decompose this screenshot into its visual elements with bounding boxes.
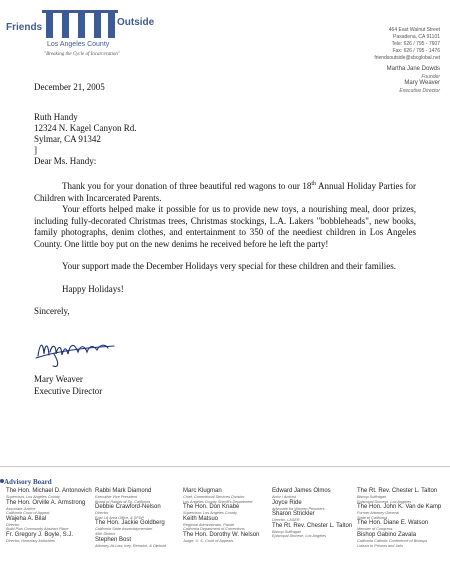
advisory-column-3 bbox=[183, 488, 259, 544]
salutation: Dear Ms. Handy: bbox=[34, 156, 97, 166]
board-member-title: California Court of Appeal bbox=[6, 511, 50, 516]
board-member-title: State of California bbox=[357, 515, 388, 520]
recipient-street: 12324 N. Kagel Canyon Rd. bbox=[34, 123, 137, 133]
staff-director-title: Executive Director bbox=[399, 88, 440, 94]
contact-fax: Fax: 626 / 795 - 1476 bbox=[392, 48, 440, 54]
board-member-title: Supervisor, Los Angeles County bbox=[183, 511, 237, 516]
recipient-city: Sylmar, CA 91342 bbox=[34, 134, 101, 144]
logo-text-friends: Friends bbox=[6, 22, 43, 33]
board-member-title: Advocate for Women Prisoners bbox=[272, 506, 325, 511]
logo-tagline: "Breaking the Cycle of Incarceration" bbox=[44, 52, 121, 57]
advisory-column-4 bbox=[272, 488, 352, 539]
advisory-board-title: Advisory Board bbox=[4, 478, 52, 486]
board-member-title: California State Assemblymember bbox=[95, 527, 153, 532]
board-member-title: Chief, Correctional Services Division bbox=[183, 495, 245, 499]
board-member-title: Director, LASER bbox=[272, 518, 300, 523]
letter-date: December 21, 2005 bbox=[34, 82, 105, 92]
closing: Sincerely, bbox=[34, 306, 70, 316]
logo-figures-graphic bbox=[40, 6, 120, 40]
board-member-title: Former Attorney General bbox=[357, 511, 399, 516]
signer-title: Executive Director bbox=[34, 386, 103, 396]
advisory-divider bbox=[0, 466, 450, 467]
board-member-name: Keith Matsuo bbox=[183, 515, 219, 522]
board-member-name: Sharon Strickler bbox=[272, 511, 315, 518]
board-member-title: Board of Rabbis of So. California bbox=[95, 499, 151, 504]
board-member-name: The Hon. Jackie Goldberg bbox=[95, 520, 165, 527]
contact-address: 464 East Walnut Street bbox=[388, 27, 440, 33]
recipient-name: Ruth Handy bbox=[34, 112, 78, 122]
board-member-title: Member of Congress bbox=[357, 527, 393, 532]
board-member-title: California Catholic Conference of Bishops bbox=[357, 538, 428, 543]
board-member-title: Supervisor, Los Angeles County bbox=[6, 495, 60, 499]
board-member-name: Wajeha A. Bilal bbox=[6, 515, 47, 522]
board-member-title: Build Plus Community Abstract Place bbox=[6, 527, 69, 532]
board-member-name: Edward James Olmos bbox=[272, 488, 331, 494]
staff-founder-title: Founder bbox=[421, 74, 440, 80]
staff-founder-name: Martha Jane Dowds bbox=[386, 66, 440, 72]
paragraph-efforts: Your efforts helped make it possible for us to provide new toys, a nourishing meal, door prizes, including fully-decorated Christmas trees, Christmas stockings, L.A. Lakers "bobbleheads", new books, family photographs, denim clothes, and entertainment to 350 of the neediest children in Los Angeles County. One little boy put on the new denims he received before he left the party! bbox=[34, 204, 416, 249]
contact-email: friendsoutside@sbcglobal.net bbox=[374, 55, 440, 61]
board-member-title: Bishop Suffragan bbox=[357, 495, 387, 499]
board-member-name: Debbie Crawford-Nelson bbox=[95, 504, 161, 511]
paragraph-thanks-start: Thank you for your donation of three beautiful red wagons to our 18 bbox=[62, 181, 312, 191]
contact-phone: Tele: 626 / 795 - 7607 bbox=[391, 41, 440, 47]
board-member-title: Regional Administrator, Parole bbox=[183, 522, 235, 527]
signer-name: Mary Weaver bbox=[34, 374, 83, 384]
advisory-column-5 bbox=[357, 488, 441, 548]
board-member-title: Actor / Activist bbox=[272, 495, 296, 499]
advisory-column-1 bbox=[6, 488, 92, 544]
recipient-mark: ] bbox=[34, 145, 37, 155]
board-member-title: Director, Homeboy Industries bbox=[6, 538, 55, 543]
paragraph-thanks bbox=[34, 181, 416, 204]
board-member-title: 45th District bbox=[95, 531, 116, 536]
board-member-name: Fr. Gregory J. Boyle, S.J. bbox=[6, 531, 74, 538]
contact-city: Pasadena, CA 91101 bbox=[393, 34, 440, 40]
board-member-title: Executive Vice President bbox=[95, 495, 137, 499]
signature-graphic bbox=[34, 334, 118, 370]
board-member-name: The Hon. John K. Van de Kamp bbox=[357, 504, 442, 511]
board-member-title: Liaison to Prisons and Jails bbox=[357, 543, 404, 548]
board-member-name: Bishop Gabino Zavala bbox=[357, 531, 417, 538]
board-member-name: The Rt. Rev. Chester L. Talton bbox=[272, 522, 353, 529]
paragraph-support: Your support made the December Holidays very special for these children and their families. bbox=[62, 261, 396, 271]
board-member-title: Episcopal Diocese, Los Angeles bbox=[272, 534, 327, 539]
board-member-title: Attorney-At-Law, Ivey, Renwick, & Diebold bbox=[95, 543, 166, 548]
advisory-column-2 bbox=[95, 488, 166, 548]
logo-text-outside: Outside bbox=[117, 17, 155, 28]
board-member-name: The Hon. Orville A. Armstrong bbox=[6, 499, 86, 506]
board-member-name: The Hon. Michael D. Antonovich bbox=[6, 488, 92, 494]
board-member-title: East LA Area Office, & SFDP bbox=[95, 515, 144, 520]
board-member-title: Bishop Suffragan bbox=[272, 529, 302, 534]
board-member-name: Stephen Bost bbox=[95, 536, 132, 543]
board-member-title: Associate Justice bbox=[6, 506, 36, 511]
staff-director-name: Mary Weaver bbox=[404, 80, 440, 86]
board-member-name: The Rt. Rev. Chester L. Talton bbox=[357, 488, 438, 494]
paragraph-thanks-end: Annual Holiday Parties for Children with Incarcerated Parents. bbox=[34, 181, 417, 203]
ordinal-suffix: th bbox=[311, 181, 317, 187]
board-member-name: The Hon. Don Knabe bbox=[183, 504, 240, 511]
board-member-title: Director bbox=[95, 511, 109, 516]
happy-holidays: Happy Holidays! bbox=[62, 284, 124, 294]
board-member-name: Rabbi Mark Diamond bbox=[95, 488, 152, 494]
board-member-title: Director bbox=[6, 522, 20, 527]
board-member-title: Judge, U. S. Court of Appeals bbox=[183, 538, 234, 543]
board-member-title: Episcopal Diocese, Los Angeles bbox=[357, 499, 412, 504]
board-member-title: Los Angeles County Sheriff's Department bbox=[183, 499, 253, 504]
board-member-name: The Hon. Diane E. Watson bbox=[357, 520, 429, 527]
board-member-name: Marc Klugman bbox=[183, 488, 222, 494]
board-member-name: Joyce Ride bbox=[272, 499, 302, 506]
board-member-name: The Hon. Dorothy W. Nelson bbox=[183, 531, 260, 538]
board-member-title: California Department of Corrections bbox=[183, 527, 245, 532]
logo-county: Los Angeles County bbox=[47, 41, 110, 48]
